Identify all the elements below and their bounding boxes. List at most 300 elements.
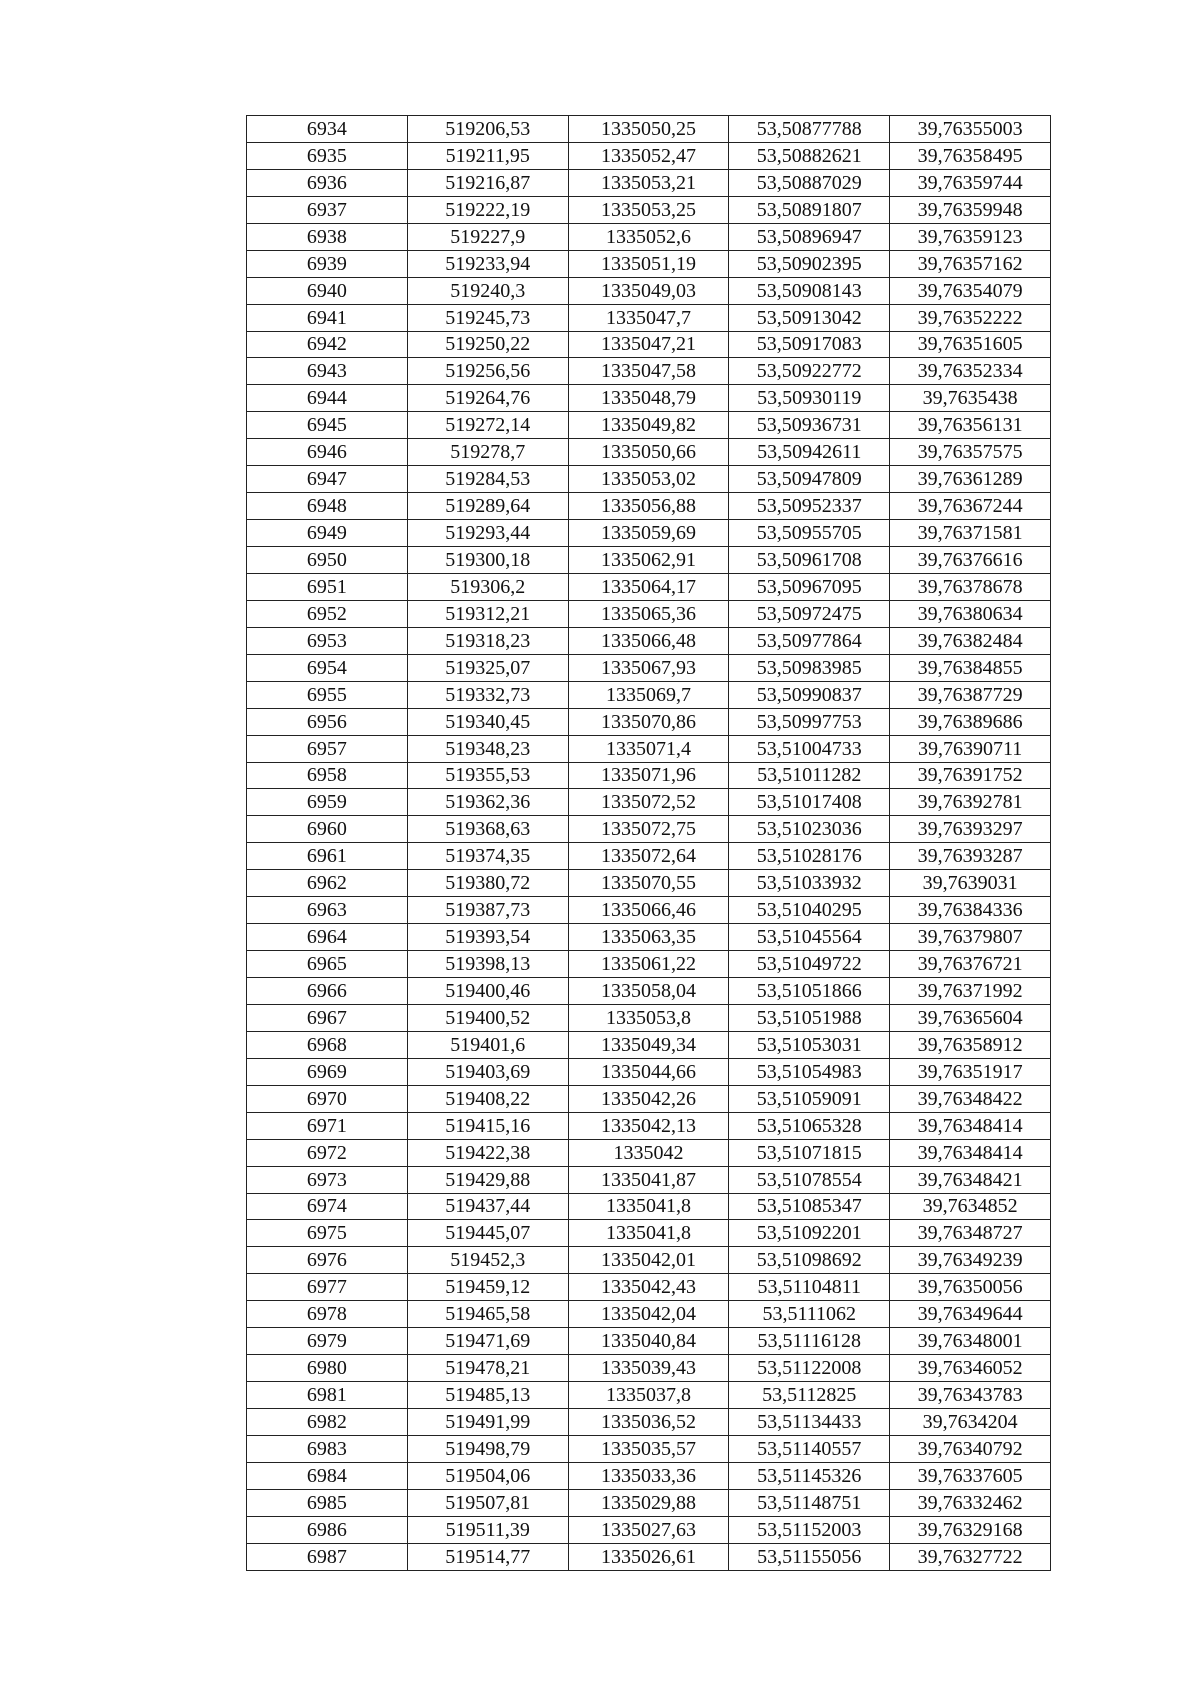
x-coordinate-cell: 519264,76 bbox=[407, 385, 568, 412]
latitude-cell: 53,50902395 bbox=[729, 250, 890, 277]
y-coordinate-cell: 1335042,13 bbox=[568, 1112, 729, 1139]
table-row bbox=[247, 1489, 1051, 1516]
y-coordinate-cell: 1335053,8 bbox=[568, 1004, 729, 1031]
x-coordinate-cell: 519459,12 bbox=[407, 1274, 568, 1301]
latitude-cell: 53,51148751 bbox=[729, 1489, 890, 1516]
latitude-cell: 53,50936731 bbox=[729, 412, 890, 439]
longitude-cell: 39,76390711 bbox=[890, 735, 1051, 762]
longitude-cell: 39,76348727 bbox=[890, 1220, 1051, 1247]
latitude-cell: 53,51152003 bbox=[729, 1516, 890, 1543]
y-coordinate-cell: 1335072,64 bbox=[568, 843, 729, 870]
longitude-cell: 39,76332462 bbox=[890, 1489, 1051, 1516]
table-row bbox=[247, 520, 1051, 547]
longitude-cell: 39,76350056 bbox=[890, 1274, 1051, 1301]
latitude-cell: 53,51134433 bbox=[729, 1409, 890, 1436]
latitude-cell: 53,51116128 bbox=[729, 1328, 890, 1355]
latitude-cell: 53,50887029 bbox=[729, 169, 890, 196]
point-number-cell: 6949 bbox=[247, 520, 408, 547]
y-coordinate-cell: 1335053,21 bbox=[568, 169, 729, 196]
point-number-cell: 6941 bbox=[247, 304, 408, 331]
latitude-cell: 53,51092201 bbox=[729, 1220, 890, 1247]
y-coordinate-cell: 1335071,96 bbox=[568, 762, 729, 789]
latitude-cell: 53,51098692 bbox=[729, 1247, 890, 1274]
table-row bbox=[247, 1247, 1051, 1274]
longitude-cell: 39,76348414 bbox=[890, 1112, 1051, 1139]
y-coordinate-cell: 1335066,48 bbox=[568, 627, 729, 654]
latitude-cell: 53,50955705 bbox=[729, 520, 890, 547]
point-number-cell: 6960 bbox=[247, 816, 408, 843]
point-number-cell: 6953 bbox=[247, 627, 408, 654]
y-coordinate-cell: 1335027,63 bbox=[568, 1516, 729, 1543]
y-coordinate-cell: 1335041,87 bbox=[568, 1166, 729, 1193]
point-number-cell: 6934 bbox=[247, 116, 408, 143]
table-row bbox=[247, 1004, 1051, 1031]
y-coordinate-cell: 1335048,79 bbox=[568, 385, 729, 412]
table-row bbox=[247, 1328, 1051, 1355]
latitude-cell: 53,51140557 bbox=[729, 1435, 890, 1462]
y-coordinate-cell: 1335042,01 bbox=[568, 1247, 729, 1274]
longitude-cell: 39,76379807 bbox=[890, 924, 1051, 951]
point-number-cell: 6981 bbox=[247, 1382, 408, 1409]
table-row bbox=[247, 1058, 1051, 1085]
longitude-cell: 39,76329168 bbox=[890, 1516, 1051, 1543]
y-coordinate-cell: 1335047,21 bbox=[568, 331, 729, 358]
table-row bbox=[247, 169, 1051, 196]
coordinates-table-body bbox=[247, 116, 1051, 1571]
y-coordinate-cell: 1335072,75 bbox=[568, 816, 729, 843]
y-coordinate-cell: 1335050,66 bbox=[568, 439, 729, 466]
point-number-cell: 6975 bbox=[247, 1220, 408, 1247]
table-row bbox=[247, 1220, 1051, 1247]
latitude-cell: 53,50917083 bbox=[729, 331, 890, 358]
longitude-cell: 39,76378678 bbox=[890, 573, 1051, 600]
table-row bbox=[247, 1166, 1051, 1193]
x-coordinate-cell: 519332,73 bbox=[407, 681, 568, 708]
x-coordinate-cell: 519507,81 bbox=[407, 1489, 568, 1516]
point-number-cell: 6974 bbox=[247, 1193, 408, 1220]
x-coordinate-cell: 519340,45 bbox=[407, 708, 568, 735]
longitude-cell: 39,76365604 bbox=[890, 1004, 1051, 1031]
point-number-cell: 6983 bbox=[247, 1435, 408, 1462]
x-coordinate-cell: 519206,53 bbox=[407, 116, 568, 143]
x-coordinate-cell: 519256,56 bbox=[407, 358, 568, 385]
table-row bbox=[247, 1274, 1051, 1301]
y-coordinate-cell: 1335026,61 bbox=[568, 1543, 729, 1570]
point-number-cell: 6958 bbox=[247, 762, 408, 789]
x-coordinate-cell: 519393,54 bbox=[407, 924, 568, 951]
y-coordinate-cell: 1335072,52 bbox=[568, 789, 729, 816]
latitude-cell: 53,50922772 bbox=[729, 358, 890, 385]
table-row bbox=[247, 1355, 1051, 1382]
point-number-cell: 6936 bbox=[247, 169, 408, 196]
y-coordinate-cell: 1335042,26 bbox=[568, 1085, 729, 1112]
point-number-cell: 6972 bbox=[247, 1139, 408, 1166]
point-number-cell: 6963 bbox=[247, 897, 408, 924]
x-coordinate-cell: 519245,73 bbox=[407, 304, 568, 331]
y-coordinate-cell: 1335052,6 bbox=[568, 223, 729, 250]
table-row bbox=[247, 1085, 1051, 1112]
longitude-cell: 39,76357162 bbox=[890, 250, 1051, 277]
y-coordinate-cell: 1335065,36 bbox=[568, 600, 729, 627]
x-coordinate-cell: 519437,44 bbox=[407, 1193, 568, 1220]
table-row bbox=[247, 1409, 1051, 1436]
point-number-cell: 6937 bbox=[247, 196, 408, 223]
point-number-cell: 6982 bbox=[247, 1409, 408, 1436]
table-row bbox=[247, 304, 1051, 331]
longitude-cell: 39,76391752 bbox=[890, 762, 1051, 789]
table-row bbox=[247, 493, 1051, 520]
x-coordinate-cell: 519498,79 bbox=[407, 1435, 568, 1462]
latitude-cell: 53,51011282 bbox=[729, 762, 890, 789]
longitude-cell: 39,7639031 bbox=[890, 870, 1051, 897]
x-coordinate-cell: 519408,22 bbox=[407, 1085, 568, 1112]
latitude-cell: 53,50896947 bbox=[729, 223, 890, 250]
y-coordinate-cell: 1335066,46 bbox=[568, 897, 729, 924]
latitude-cell: 53,51145326 bbox=[729, 1462, 890, 1489]
x-coordinate-cell: 519514,77 bbox=[407, 1543, 568, 1570]
latitude-cell: 53,50913042 bbox=[729, 304, 890, 331]
x-coordinate-cell: 519401,6 bbox=[407, 1031, 568, 1058]
point-number-cell: 6942 bbox=[247, 331, 408, 358]
x-coordinate-cell: 519452,3 bbox=[407, 1247, 568, 1274]
longitude-cell: 39,76359948 bbox=[890, 196, 1051, 223]
x-coordinate-cell: 519293,44 bbox=[407, 520, 568, 547]
point-number-cell: 6962 bbox=[247, 870, 408, 897]
point-number-cell: 6938 bbox=[247, 223, 408, 250]
table-row bbox=[247, 708, 1051, 735]
latitude-cell: 53,50882621 bbox=[729, 142, 890, 169]
longitude-cell: 39,76384336 bbox=[890, 897, 1051, 924]
y-coordinate-cell: 1335053,25 bbox=[568, 196, 729, 223]
y-coordinate-cell: 1335042,04 bbox=[568, 1301, 729, 1328]
point-number-cell: 6973 bbox=[247, 1166, 408, 1193]
longitude-cell: 39,76340792 bbox=[890, 1435, 1051, 1462]
longitude-cell: 39,7634852 bbox=[890, 1193, 1051, 1220]
latitude-cell: 53,51049722 bbox=[729, 951, 890, 978]
y-coordinate-cell: 1335059,69 bbox=[568, 520, 729, 547]
x-coordinate-cell: 519240,3 bbox=[407, 277, 568, 304]
x-coordinate-cell: 519478,21 bbox=[407, 1355, 568, 1382]
coordinates-table bbox=[246, 115, 1051, 1571]
latitude-cell: 53,51053031 bbox=[729, 1031, 890, 1058]
point-number-cell: 6959 bbox=[247, 789, 408, 816]
y-coordinate-cell: 1335040,84 bbox=[568, 1328, 729, 1355]
longitude-cell: 39,76387729 bbox=[890, 681, 1051, 708]
x-coordinate-cell: 519422,38 bbox=[407, 1139, 568, 1166]
x-coordinate-cell: 519504,06 bbox=[407, 1462, 568, 1489]
latitude-cell: 53,51054983 bbox=[729, 1058, 890, 1085]
x-coordinate-cell: 519318,23 bbox=[407, 627, 568, 654]
latitude-cell: 53,5111062 bbox=[729, 1301, 890, 1328]
latitude-cell: 53,50961708 bbox=[729, 547, 890, 574]
table-row bbox=[247, 1139, 1051, 1166]
point-number-cell: 6935 bbox=[247, 142, 408, 169]
x-coordinate-cell: 519300,18 bbox=[407, 547, 568, 574]
table-row bbox=[247, 735, 1051, 762]
point-number-cell: 6940 bbox=[247, 277, 408, 304]
x-coordinate-cell: 519400,52 bbox=[407, 1004, 568, 1031]
x-coordinate-cell: 519325,07 bbox=[407, 654, 568, 681]
y-coordinate-cell: 1335042 bbox=[568, 1139, 729, 1166]
latitude-cell: 53,51017408 bbox=[729, 789, 890, 816]
table-row bbox=[247, 142, 1051, 169]
longitude-cell: 39,76327722 bbox=[890, 1543, 1051, 1570]
x-coordinate-cell: 519222,19 bbox=[407, 196, 568, 223]
longitude-cell: 39,76376616 bbox=[890, 547, 1051, 574]
point-number-cell: 6980 bbox=[247, 1355, 408, 1382]
longitude-cell: 39,76393287 bbox=[890, 843, 1051, 870]
x-coordinate-cell: 519348,23 bbox=[407, 735, 568, 762]
longitude-cell: 39,76354079 bbox=[890, 277, 1051, 304]
table-row bbox=[247, 573, 1051, 600]
latitude-cell: 53,50997753 bbox=[729, 708, 890, 735]
longitude-cell: 39,76337605 bbox=[890, 1462, 1051, 1489]
x-coordinate-cell: 519233,94 bbox=[407, 250, 568, 277]
latitude-cell: 53,51051988 bbox=[729, 1004, 890, 1031]
latitude-cell: 53,51104811 bbox=[729, 1274, 890, 1301]
point-number-cell: 6967 bbox=[247, 1004, 408, 1031]
latitude-cell: 53,50977864 bbox=[729, 627, 890, 654]
point-number-cell: 6968 bbox=[247, 1031, 408, 1058]
table-row bbox=[247, 870, 1051, 897]
longitude-cell: 39,76367244 bbox=[890, 493, 1051, 520]
x-coordinate-cell: 519485,13 bbox=[407, 1382, 568, 1409]
longitude-cell: 39,76349644 bbox=[890, 1301, 1051, 1328]
x-coordinate-cell: 519216,87 bbox=[407, 169, 568, 196]
table-row bbox=[247, 1193, 1051, 1220]
latitude-cell: 53,51155056 bbox=[729, 1543, 890, 1570]
longitude-cell: 39,76348414 bbox=[890, 1139, 1051, 1166]
latitude-cell: 53,50972475 bbox=[729, 600, 890, 627]
latitude-cell: 53,50877788 bbox=[729, 116, 890, 143]
longitude-cell: 39,76357575 bbox=[890, 439, 1051, 466]
latitude-cell: 53,51028176 bbox=[729, 843, 890, 870]
y-coordinate-cell: 1335069,7 bbox=[568, 681, 729, 708]
y-coordinate-cell: 1335053,02 bbox=[568, 466, 729, 493]
longitude-cell: 39,76359123 bbox=[890, 223, 1051, 250]
point-number-cell: 6944 bbox=[247, 385, 408, 412]
longitude-cell: 39,7634204 bbox=[890, 1409, 1051, 1436]
point-number-cell: 6954 bbox=[247, 654, 408, 681]
y-coordinate-cell: 1335029,88 bbox=[568, 1489, 729, 1516]
longitude-cell: 39,76352334 bbox=[890, 358, 1051, 385]
latitude-cell: 53,50942611 bbox=[729, 439, 890, 466]
latitude-cell: 53,50967095 bbox=[729, 573, 890, 600]
latitude-cell: 53,51059091 bbox=[729, 1085, 890, 1112]
table-row bbox=[247, 250, 1051, 277]
point-number-cell: 6979 bbox=[247, 1328, 408, 1355]
longitude-cell: 39,76382484 bbox=[890, 627, 1051, 654]
point-number-cell: 6946 bbox=[247, 439, 408, 466]
table-row bbox=[247, 1112, 1051, 1139]
table-row bbox=[247, 762, 1051, 789]
point-number-cell: 6977 bbox=[247, 1274, 408, 1301]
table-row bbox=[247, 951, 1051, 978]
y-coordinate-cell: 1335051,19 bbox=[568, 250, 729, 277]
table-row bbox=[247, 600, 1051, 627]
y-coordinate-cell: 1335044,66 bbox=[568, 1058, 729, 1085]
point-number-cell: 6970 bbox=[247, 1085, 408, 1112]
point-number-cell: 6964 bbox=[247, 924, 408, 951]
x-coordinate-cell: 519306,2 bbox=[407, 573, 568, 600]
table-row bbox=[247, 1462, 1051, 1489]
latitude-cell: 53,50908143 bbox=[729, 277, 890, 304]
longitude-cell: 39,76392781 bbox=[890, 789, 1051, 816]
table-row bbox=[247, 116, 1051, 143]
x-coordinate-cell: 519227,9 bbox=[407, 223, 568, 250]
y-coordinate-cell: 1335049,03 bbox=[568, 277, 729, 304]
point-number-cell: 6951 bbox=[247, 573, 408, 600]
latitude-cell: 53,50983985 bbox=[729, 654, 890, 681]
x-coordinate-cell: 519403,69 bbox=[407, 1058, 568, 1085]
y-coordinate-cell: 1335049,34 bbox=[568, 1031, 729, 1058]
longitude-cell: 39,76358912 bbox=[890, 1031, 1051, 1058]
point-number-cell: 6948 bbox=[247, 493, 408, 520]
y-coordinate-cell: 1335036,52 bbox=[568, 1409, 729, 1436]
point-number-cell: 6986 bbox=[247, 1516, 408, 1543]
point-number-cell: 6939 bbox=[247, 250, 408, 277]
latitude-cell: 53,51033932 bbox=[729, 870, 890, 897]
x-coordinate-cell: 519415,16 bbox=[407, 1112, 568, 1139]
y-coordinate-cell: 1335071,4 bbox=[568, 735, 729, 762]
table-row bbox=[247, 547, 1051, 574]
x-coordinate-cell: 519471,69 bbox=[407, 1328, 568, 1355]
table-row bbox=[247, 1543, 1051, 1570]
point-number-cell: 6966 bbox=[247, 978, 408, 1005]
x-coordinate-cell: 519491,99 bbox=[407, 1409, 568, 1436]
table-row bbox=[247, 843, 1051, 870]
longitude-cell: 39,76356131 bbox=[890, 412, 1051, 439]
x-coordinate-cell: 519400,46 bbox=[407, 978, 568, 1005]
latitude-cell: 53,51040295 bbox=[729, 897, 890, 924]
longitude-cell: 39,76348001 bbox=[890, 1328, 1051, 1355]
longitude-cell: 39,76376721 bbox=[890, 951, 1051, 978]
longitude-cell: 39,76343783 bbox=[890, 1382, 1051, 1409]
x-coordinate-cell: 519465,58 bbox=[407, 1301, 568, 1328]
table-row bbox=[247, 1435, 1051, 1462]
longitude-cell: 39,76380634 bbox=[890, 600, 1051, 627]
x-coordinate-cell: 519362,36 bbox=[407, 789, 568, 816]
x-coordinate-cell: 519250,22 bbox=[407, 331, 568, 358]
y-coordinate-cell: 1335041,8 bbox=[568, 1220, 729, 1247]
point-number-cell: 6984 bbox=[247, 1462, 408, 1489]
table-row bbox=[247, 1516, 1051, 1543]
longitude-cell: 39,76384855 bbox=[890, 654, 1051, 681]
y-coordinate-cell: 1335070,86 bbox=[568, 708, 729, 735]
longitude-cell: 39,76348422 bbox=[890, 1085, 1051, 1112]
x-coordinate-cell: 519278,7 bbox=[407, 439, 568, 466]
longitude-cell: 39,76352222 bbox=[890, 304, 1051, 331]
latitude-cell: 53,51071815 bbox=[729, 1139, 890, 1166]
longitude-cell: 39,76389686 bbox=[890, 708, 1051, 735]
y-coordinate-cell: 1335062,91 bbox=[568, 547, 729, 574]
x-coordinate-cell: 519398,13 bbox=[407, 951, 568, 978]
x-coordinate-cell: 519355,53 bbox=[407, 762, 568, 789]
point-number-cell: 6987 bbox=[247, 1543, 408, 1570]
x-coordinate-cell: 519387,73 bbox=[407, 897, 568, 924]
longitude-cell: 39,7635438 bbox=[890, 385, 1051, 412]
table-row bbox=[247, 627, 1051, 654]
latitude-cell: 53,51051866 bbox=[729, 978, 890, 1005]
table-row bbox=[247, 277, 1051, 304]
latitude-cell: 53,50952337 bbox=[729, 493, 890, 520]
point-number-cell: 6971 bbox=[247, 1112, 408, 1139]
table-row bbox=[247, 1301, 1051, 1328]
longitude-cell: 39,76348421 bbox=[890, 1166, 1051, 1193]
longitude-cell: 39,76359744 bbox=[890, 169, 1051, 196]
point-number-cell: 6955 bbox=[247, 681, 408, 708]
table-row bbox=[247, 358, 1051, 385]
y-coordinate-cell: 1335033,36 bbox=[568, 1462, 729, 1489]
table-row bbox=[247, 789, 1051, 816]
x-coordinate-cell: 519211,95 bbox=[407, 142, 568, 169]
y-coordinate-cell: 1335037,8 bbox=[568, 1382, 729, 1409]
x-coordinate-cell: 519445,07 bbox=[407, 1220, 568, 1247]
y-coordinate-cell: 1335042,43 bbox=[568, 1274, 729, 1301]
y-coordinate-cell: 1335064,17 bbox=[568, 573, 729, 600]
x-coordinate-cell: 519374,35 bbox=[407, 843, 568, 870]
y-coordinate-cell: 1335061,22 bbox=[568, 951, 729, 978]
x-coordinate-cell: 519312,21 bbox=[407, 600, 568, 627]
table-row bbox=[247, 897, 1051, 924]
table-row bbox=[247, 681, 1051, 708]
y-coordinate-cell: 1335070,55 bbox=[568, 870, 729, 897]
y-coordinate-cell: 1335063,35 bbox=[568, 924, 729, 951]
x-coordinate-cell: 519284,53 bbox=[407, 466, 568, 493]
x-coordinate-cell: 519380,72 bbox=[407, 870, 568, 897]
latitude-cell: 53,51078554 bbox=[729, 1166, 890, 1193]
latitude-cell: 53,51122008 bbox=[729, 1355, 890, 1382]
y-coordinate-cell: 1335047,58 bbox=[568, 358, 729, 385]
latitude-cell: 53,51023036 bbox=[729, 816, 890, 843]
latitude-cell: 53,50947809 bbox=[729, 466, 890, 493]
longitude-cell: 39,76371992 bbox=[890, 978, 1051, 1005]
table-row bbox=[247, 1382, 1051, 1409]
longitude-cell: 39,76361289 bbox=[890, 466, 1051, 493]
point-number-cell: 6950 bbox=[247, 547, 408, 574]
y-coordinate-cell: 1335039,43 bbox=[568, 1355, 729, 1382]
latitude-cell: 53,51045564 bbox=[729, 924, 890, 951]
table-row bbox=[247, 654, 1051, 681]
x-coordinate-cell: 519272,14 bbox=[407, 412, 568, 439]
longitude-cell: 39,76393297 bbox=[890, 816, 1051, 843]
point-number-cell: 6961 bbox=[247, 843, 408, 870]
y-coordinate-cell: 1335047,7 bbox=[568, 304, 729, 331]
y-coordinate-cell: 1335035,57 bbox=[568, 1435, 729, 1462]
table-row bbox=[247, 223, 1051, 250]
x-coordinate-cell: 519511,39 bbox=[407, 1516, 568, 1543]
point-number-cell: 6976 bbox=[247, 1247, 408, 1274]
point-number-cell: 6985 bbox=[247, 1489, 408, 1516]
table-row bbox=[247, 816, 1051, 843]
longitude-cell: 39,76358495 bbox=[890, 142, 1051, 169]
y-coordinate-cell: 1335050,25 bbox=[568, 116, 729, 143]
longitude-cell: 39,76371581 bbox=[890, 520, 1051, 547]
point-number-cell: 6978 bbox=[247, 1301, 408, 1328]
latitude-cell: 53,5112825 bbox=[729, 1382, 890, 1409]
table-row bbox=[247, 196, 1051, 223]
point-number-cell: 6952 bbox=[247, 600, 408, 627]
point-number-cell: 6943 bbox=[247, 358, 408, 385]
latitude-cell: 53,51085347 bbox=[729, 1193, 890, 1220]
point-number-cell: 6956 bbox=[247, 708, 408, 735]
table-row bbox=[247, 439, 1051, 466]
point-number-cell: 6945 bbox=[247, 412, 408, 439]
table-row bbox=[247, 466, 1051, 493]
table-row bbox=[247, 412, 1051, 439]
longitude-cell: 39,76351917 bbox=[890, 1058, 1051, 1085]
x-coordinate-cell: 519429,88 bbox=[407, 1166, 568, 1193]
